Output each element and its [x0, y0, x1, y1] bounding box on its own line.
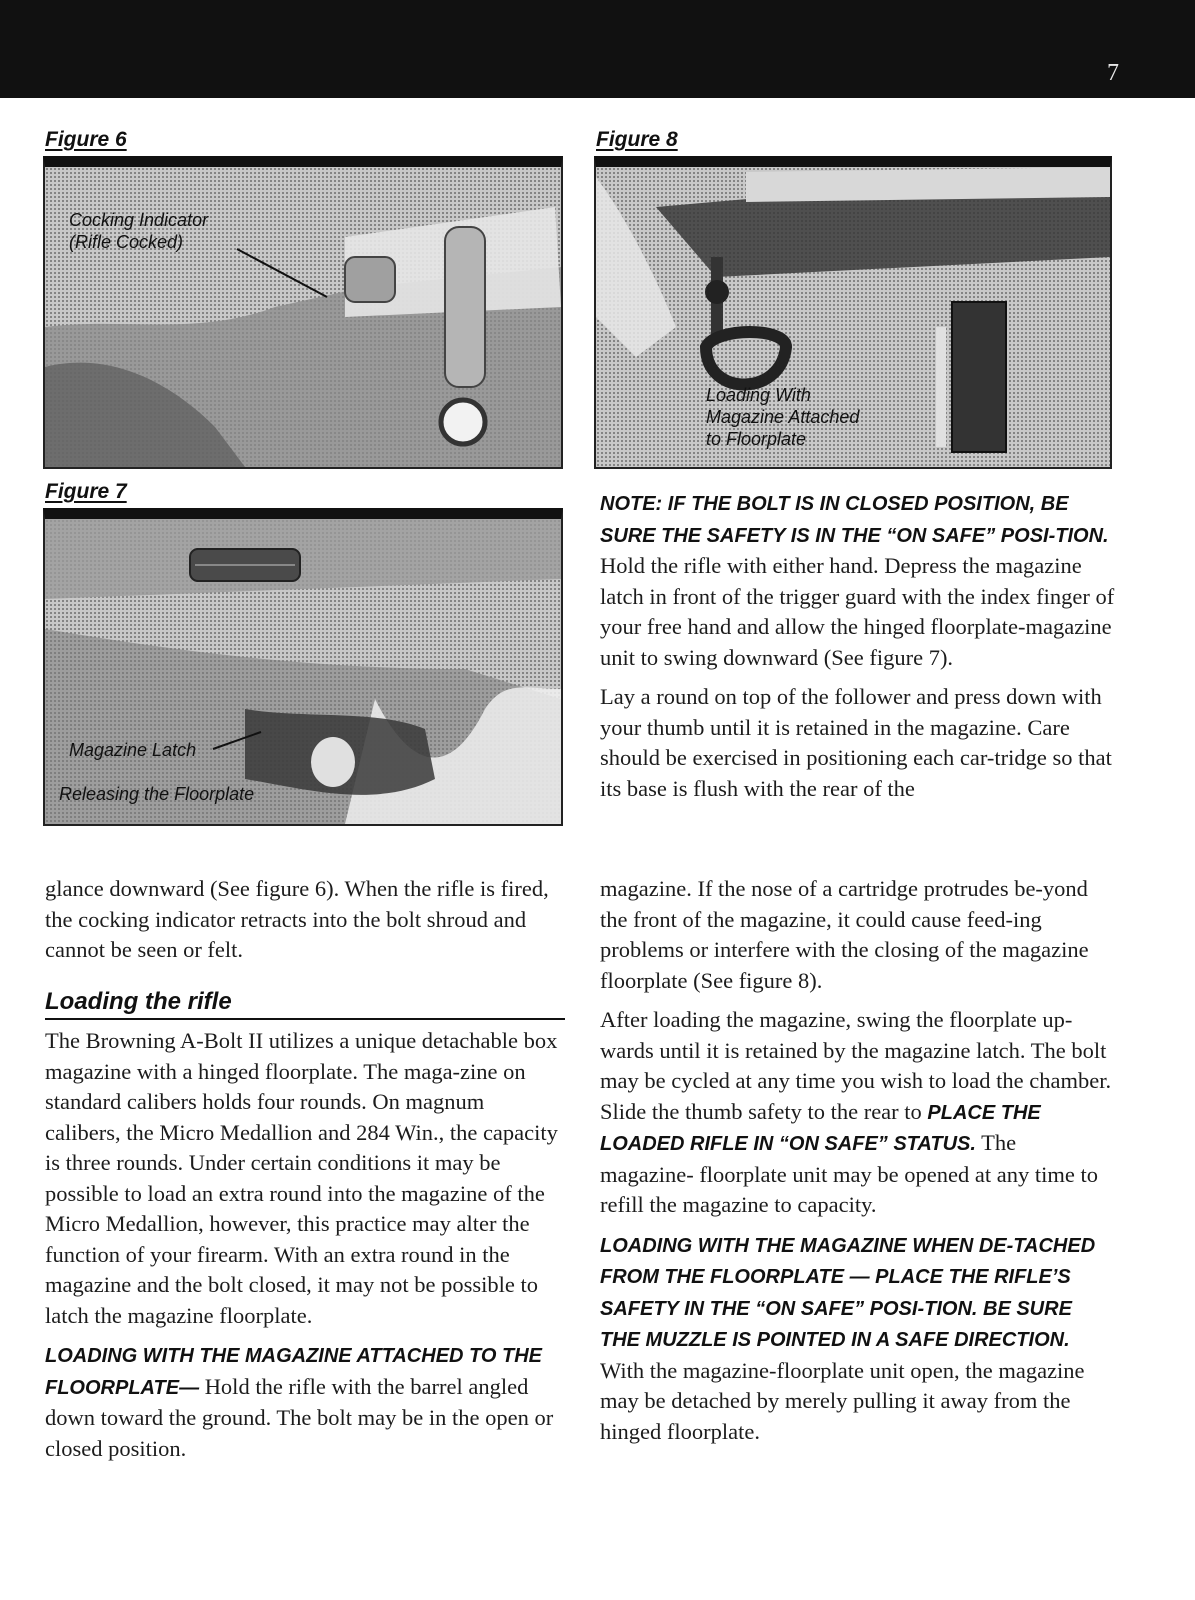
attached-loading-heading: LOADING WITH THE MAGAZINE ATTACHED TO THE FLOORPLATE— [45, 1345, 543, 1399]
figure-7-label: Figure 7 [45, 480, 127, 503]
cartridge-position-paragraph: magazine. If the nose of a cartridge protrudes be-yond the front of the magazine, it could cause feed-ing problems or interfere with the closing of the magazine floorplate (See figure 8). [600, 876, 1089, 993]
figure-7-photo [43, 508, 563, 826]
figure-8-photo [594, 156, 1112, 469]
figure-8-label: Figure 8 [596, 128, 678, 151]
note-paragraph [600, 488, 1115, 673]
attached-loading-paragraph [45, 1340, 563, 1464]
figure-6-label: Figure 6 [45, 128, 127, 151]
left-cocking-text: glance downward (See figure 6). When the rifle is fired, the cocking indicator retracts into the bolt shroud and cannot be seen or felt. [45, 876, 549, 962]
magazine-description-paragraph: The Browning A-Bolt II utilizes a unique detachable box magazine with a hinged floorplate. The maga-zine on standard calibers holds four rounds. On magnum calibers, the Micro Medallion and 284 Win., the capacity is three rounds. Under certain conditions it may be possible to load an extra round into the magazine of the Micro Medallion, however, this practice may alter the function of your firearm. With an extra round in the magazine and the bolt closed, it may not be possible to latch the magazine floorplate. [45, 1028, 558, 1328]
after-loading-paragraph [600, 1005, 1115, 1221]
figure-6-photo [43, 156, 563, 469]
cocking-indicator-callout: Cocking Indicator (Rifle Cocked) [69, 210, 209, 252]
note-body: Hold the rifle with either hand. Depress the magazine latch in front of the trigger guard with the index finger of your free hand and allow the hinged floorplate-magazine unit to swing downward (See figure 7). [600, 553, 1115, 670]
left-loading-text [45, 1026, 563, 1473]
releasing-floorplate-caption: Releasing the Floorplate [59, 784, 255, 804]
page-number: 7 [1107, 60, 1119, 86]
attached-loading-body: Hold the rifle with the barrel angled down toward the ground. The bolt may be in the open or closed position. [45, 1373, 554, 1461]
loading-magazine-callout: Loading With Magazine Attached to Floorplate [706, 385, 860, 449]
on-safe-status-warning: PLACE THE LOADED RIFLE IN “ON SAFE” STATUS. [600, 1101, 1041, 1155]
after-loading-body: After loading the magazine, swing the floorplate up-wards until it is retained by the magazine latch. The bolt may be cycled at any time you wish to load the chamber. Slide the thumb safety to the rear to [600, 1007, 1112, 1124]
header-bar [0, 0, 1195, 98]
detached-loading-body: With the magazine-floorplate unit open, the magazine may be detached by merely pulling it away from the hinged floorplate. [600, 1357, 1085, 1444]
lay-round-paragraph: Lay a round on top of the follower and press down with your thumb until it is retained in the magazine. Care should be exercised in positioning each car-tridge so that its base is flush with the rear of the [600, 684, 1112, 801]
floorplate-release-illustration [45, 519, 561, 824]
detached-loading-heading: LOADING WITH THE MAGAZINE WHEN DE-TACHED FROM THE FLOORPLATE — PLACE THE RIFLE’S SAFETY IN THE “ON SAFE” POSI-TION. BE SURE THE MUZZLE IS POINTED IN A SAFE DIRECTION. [600, 1234, 1096, 1351]
after-loading-body-2: The magazine- floorplate unit may be opened at any time to refill the magazine to capacity. [600, 1130, 1098, 1217]
note-warning: NOTE: IF THE BOLT IS IN CLOSED POSITION, BE SURE THE SAFETY IS IN THE “ON SAFE” POSI-TION. [600, 493, 1109, 547]
section-heading: Loading the rifle [45, 988, 565, 1020]
magazine-latch-callout: Magazine Latch [69, 740, 197, 760]
detached-loading-paragraph [600, 1230, 1115, 1448]
right-top-text [600, 488, 1115, 813]
right-bottom-text [600, 874, 1115, 1456]
